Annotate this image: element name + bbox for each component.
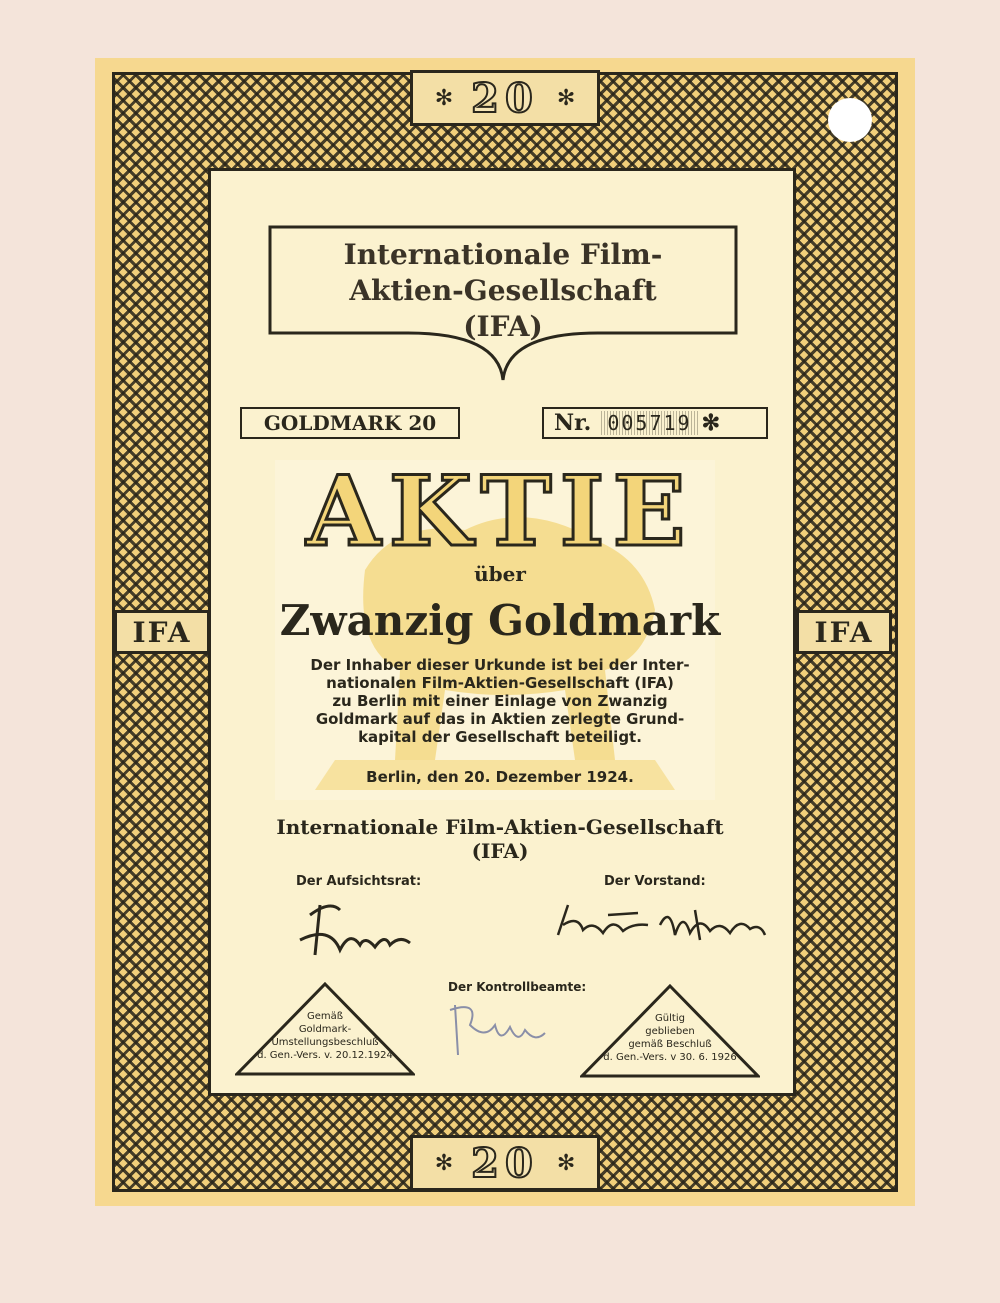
side-mark-right: IFA xyxy=(796,610,892,654)
company-title-plate xyxy=(268,225,738,385)
star-ornament-icon: ✻ xyxy=(701,410,721,436)
goldmark-box: GOLDMARK 20 xyxy=(240,407,460,439)
punch-hole xyxy=(828,98,872,142)
body-line: Der Inhaber dieser Urkunde ist bei der Inter- xyxy=(310,656,690,674)
control-officer-signature xyxy=(440,995,550,1060)
supervisory-signature xyxy=(290,895,420,965)
side-mark-left: IFA xyxy=(114,610,210,654)
stamp-line: Gültig xyxy=(655,1013,685,1024)
board-label: Der Vorstand: xyxy=(604,874,706,889)
conversion-stamp xyxy=(235,982,415,1077)
stamp-line: d. Gen.-Vers. v 30. 6. 1926 xyxy=(603,1052,737,1063)
star-ornament-icon: ✻ xyxy=(434,1150,454,1176)
validity-stamp xyxy=(580,984,760,1079)
board-signature-2 xyxy=(655,895,770,955)
stamp-line: geblieben xyxy=(645,1026,695,1037)
star-ornament-icon: ✻ xyxy=(556,85,576,111)
star-ornament-icon: ✻ xyxy=(434,85,454,111)
denomination-bottom xyxy=(410,1135,600,1191)
supervisory-board-label: Der Aufsichtsrat: xyxy=(296,874,422,889)
company-title-line-3: (IFA) xyxy=(463,310,543,343)
control-officer-label: Der Kontrollbeamte: xyxy=(448,980,587,994)
issuer-name xyxy=(200,815,800,863)
serial-number-value: 005719 xyxy=(601,411,697,435)
issuer-name-line-1: Internationale Film-Aktien-Gesellschaft xyxy=(276,815,724,839)
body-line: kapital der Gesellschaft beteiligt. xyxy=(358,728,642,746)
stamp-line: Umstellungsbeschluß xyxy=(271,1037,379,1048)
certificate-body xyxy=(285,656,715,746)
serial-number-box xyxy=(542,407,768,439)
issuer-name-line-2: (IFA) xyxy=(471,839,529,863)
body-line: Goldmark auf das in Aktien zerlegte Grund- xyxy=(315,710,685,728)
serial-number-label: Nr. xyxy=(554,410,592,436)
stamp-line: Gemäß xyxy=(306,1011,344,1022)
body-line: zu Berlin mit einer Einlage von Zwanzig xyxy=(332,692,668,710)
company-title-line-1: Internationale Film- xyxy=(343,238,663,271)
amount-text: Zwanzig Goldmark xyxy=(279,596,721,645)
denomination-value: 20 xyxy=(471,74,539,122)
denomination-top xyxy=(410,70,600,126)
company-title-line-2: Aktien-Gesellschaft xyxy=(349,274,657,307)
place-date: Berlin, den 20. Dezember 1924. xyxy=(366,768,634,786)
body-line: nationalen Film-Aktien-Gesellschaft (IFA) xyxy=(326,674,674,692)
stamp-line: gemäß Beschluß xyxy=(628,1039,712,1050)
over-label: über xyxy=(474,562,526,586)
stamp-line: Goldmark- xyxy=(298,1024,352,1035)
stamp-line: d. Gen.-Vers. v. 20.12.1924 xyxy=(257,1050,393,1061)
headline: AKTIE xyxy=(306,455,694,568)
star-ornament-icon: ✻ xyxy=(556,1150,576,1176)
board-signature-1 xyxy=(548,895,658,955)
denomination-value: 20 xyxy=(471,1139,539,1187)
